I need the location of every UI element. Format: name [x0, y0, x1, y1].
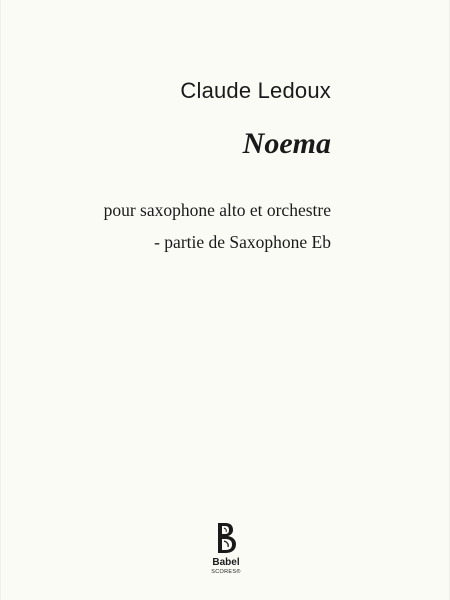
work-title: Noema: [242, 127, 331, 160]
part-name: - partie de Saxophone Eb: [154, 232, 331, 252]
publisher-subname: SCORES®: [211, 569, 241, 575]
instrumentation: pour saxophone alto et orchestre: [103, 200, 331, 220]
publisher-name: Babel: [212, 557, 240, 568]
babel-scores-logo-icon: [213, 522, 239, 554]
composer-name: Claude Ledoux: [180, 78, 331, 103]
publisher-logo: [208, 522, 244, 584]
